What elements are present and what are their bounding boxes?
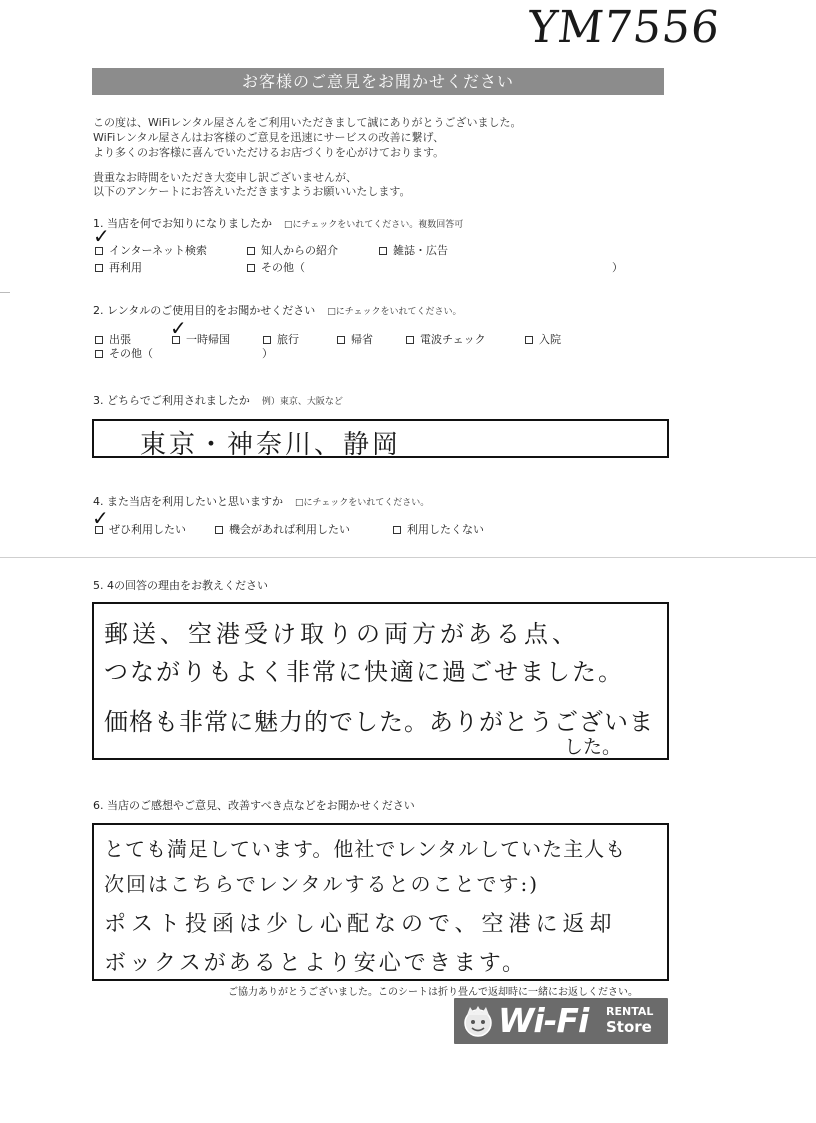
intro-line-5: 以下のアンケートにお答えいただきますようお願いいたします。 [93,185,411,198]
q5-title: 5. 4の回答の理由をお教えください [93,579,268,592]
q1-title: 1. 当店を何でお知りになりましたか □にチェックをいれてください。複数回答可 [93,217,464,230]
q2-option-hospital[interactable]: 入院 [525,331,561,347]
checkbox[interactable] [379,247,387,255]
q3-answer-box[interactable] [92,419,669,458]
q5-answer-line-1: 郵送、空港受け取りの両方がある点、 [104,620,580,648]
q5-answer-box[interactable] [92,602,669,760]
q1-check-mark: ✓ [93,224,110,248]
wifi-rental-store-logo [454,998,668,1044]
q6-answer-line-4: ボックスがあるとより安心できます。 [104,951,528,976]
q1-note: □にチェックをいれてください。複数回答可 [284,220,464,230]
q1-option-internet[interactable]: インターネット検索 [95,242,207,258]
mascot-icon [460,1003,496,1039]
q4-option-definitely[interactable]: ぜひ利用したい [95,521,186,537]
logo-wifi-text: Wi-Fi [498,1001,589,1040]
document-id: YM7556 [525,2,723,53]
q1-option-magazine[interactable]: 雑誌・広告 [379,242,448,258]
checkbox[interactable] [95,264,103,272]
q2-option-return-home[interactable]: 一時帰国 [172,331,230,347]
q6-answer-box[interactable] [92,823,669,981]
q6-answer-line-2: 次回はこちらでレンタルするとのことです:) [104,872,540,896]
checkbox[interactable] [263,336,271,344]
q1-option-other[interactable]: その他（ [247,259,305,275]
q6-answer-line-1: とても満足しています。他社でレンタルしていた主人も [104,837,627,861]
checkbox[interactable] [337,336,345,344]
q4-title: 4. また当店を利用したいと思いますか □にチェックをいれてください。 [93,495,430,508]
checkbox[interactable] [215,526,223,534]
checkbox[interactable] [247,247,255,255]
footer-note: ご協力ありがとうございました。このシートは折り畳んで返却時に一緒にお返しください。 [228,987,638,998]
checkbox[interactable] [172,336,180,344]
logo-rental-text: RENTAL [606,1005,654,1018]
q1-option-reuse[interactable]: 再利用 [95,259,142,275]
q2-check-mark: ✓ [170,316,187,340]
q6-answer-line-3: ポスト投函は少し心配なので、空港に返却 [104,912,617,937]
q5-answer-line-3: 価格も非常に魅力的でした。ありがとうございま [104,708,654,736]
q5-answer-line-2: つながりもよく非常に快適に過ごせました。 [104,658,624,686]
edge-mark [0,292,10,293]
q5-answer-line-4: した。 [564,736,622,758]
checkbox[interactable] [95,247,103,255]
intro-line-2: WiFiレンタル屋さんはお客様のご意見を迅速にサービスの改善に繋げ、 [93,131,445,144]
checkbox[interactable] [95,526,103,534]
q2-option-business[interactable]: 出張 [95,331,131,347]
q4-check-mark: ✓ [92,506,109,530]
fold-line [0,557,816,558]
q4-option-maybe[interactable]: 機会があれば利用したい [215,521,350,537]
checkbox[interactable] [525,336,533,344]
q6-title: 6. 当店のご感想やご意見、改善すべき点などをお聞かせください [93,799,415,812]
q1-option-referral[interactable]: 知人からの紹介 [247,242,338,258]
q2-note: □にチェックをいれてください。 [327,307,462,317]
checkbox[interactable] [393,526,401,534]
checkbox[interactable] [247,264,255,272]
q2-other-close: ） [262,347,273,360]
q2-title: 2. レンタルのご使用目的をお聞かせください □にチェックをいれてください。 [93,304,462,317]
q4-note: □にチェックをいれてください。 [295,498,430,508]
checkbox[interactable] [406,336,414,344]
q1-other-close: ） [612,261,623,274]
checkbox[interactable] [95,336,103,344]
q2-option-visit-home[interactable]: 帰省 [337,331,373,347]
q2-option-other[interactable]: その他（ [95,345,153,361]
q3-note: 例）東京、大阪など [261,397,343,407]
survey-title: お客様のご意見をお聞かせください [92,68,664,95]
intro-line-3: より多くのお客様に喜んでいただけるお店づくりを心がけております。 [93,146,445,159]
logo-store-text: Store [606,1018,652,1036]
checkbox[interactable] [95,350,103,358]
q3-title: 3. どちらでご利用されましたか 例）東京、大阪など [93,394,343,407]
intro-line-1: この度は、WiFiレンタル屋さんをご利用いただきまして誠にありがとうございました。 [93,116,522,129]
q2-option-signal-check[interactable]: 電波チェック [406,331,486,347]
q4-option-no[interactable]: 利用したくない [393,521,484,537]
q3-answer: 東京・神奈川、静岡 [140,430,402,460]
q2-option-travel[interactable]: 旅行 [263,331,299,347]
intro-line-4: 貴重なお時間をいただき大変申し訳ございませんが、 [93,171,357,184]
